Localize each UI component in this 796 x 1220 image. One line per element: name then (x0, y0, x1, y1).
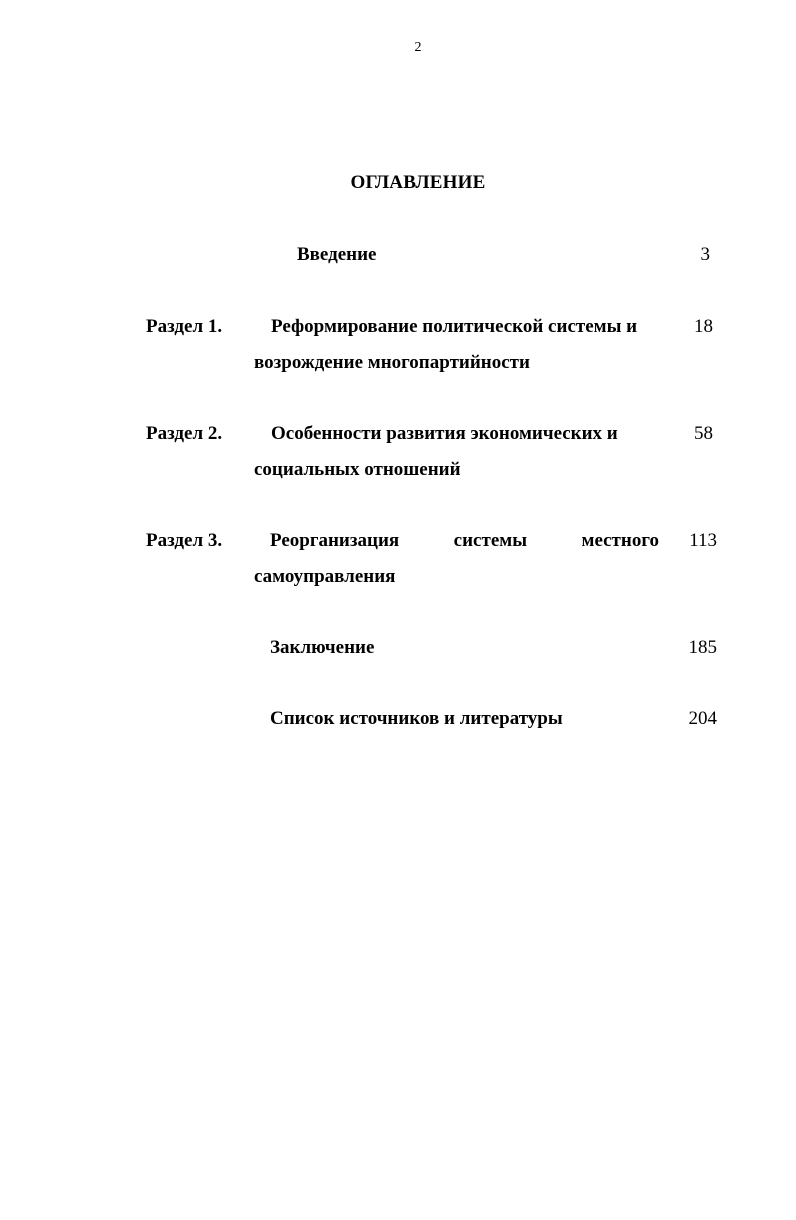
toc-entry-page: 3 (700, 244, 710, 265)
toc-entry-page: 185 (688, 637, 717, 658)
page-number: 2 (414, 40, 422, 55)
section-title-word: местного (581, 530, 659, 551)
toc-entry-page: 18 (694, 316, 713, 337)
section-number: Раздел 1. (146, 316, 223, 337)
toc-entry-label: Список источников и литературы (270, 708, 563, 729)
section-title-line-2: социальных отношений (254, 459, 461, 480)
toc-entry-page: 113 (689, 530, 717, 551)
section-title-word: Реорганизация (270, 530, 400, 551)
section-title-line-1 (270, 530, 659, 552)
toc-entry-label: Введение (297, 244, 377, 265)
toc-entry-label: Заключение (270, 637, 375, 658)
section-title-line-2: возрождение многопартийности (254, 352, 530, 373)
section-number: Раздел 3. (146, 530, 223, 551)
page-title: ОГЛАВЛЕНИЕ (350, 172, 486, 193)
section-title-line-1: Реформирование политической системы и (271, 316, 638, 337)
section-title-word: системы (453, 530, 528, 551)
section-number: Раздел 2. (146, 423, 223, 444)
toc-entry-page: 58 (694, 423, 713, 444)
section-title-line-2: самоуправления (254, 566, 396, 587)
section-title-line-1: Особенности развития экономических и (271, 423, 618, 444)
toc-entry-page: 204 (688, 708, 717, 729)
